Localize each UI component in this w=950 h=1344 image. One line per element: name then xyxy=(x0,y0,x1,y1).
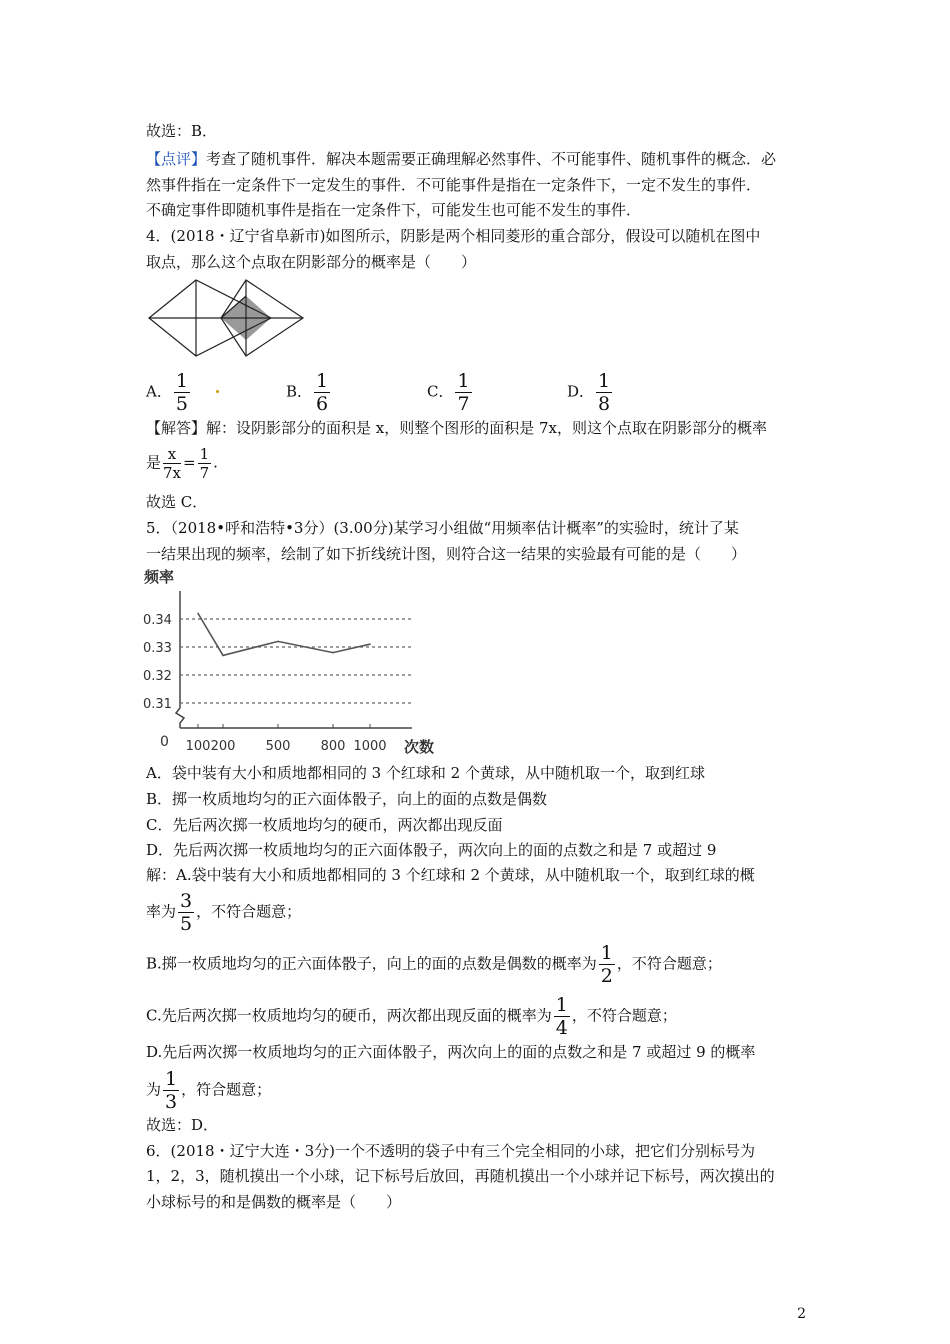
text: B.掷一枚质地均匀的正六面体骰子，向上的面的点数是偶数的概率为 xyxy=(146,954,597,973)
denominator: 8 xyxy=(598,393,611,415)
numerator: 1 xyxy=(165,1068,178,1090)
fraction xyxy=(163,1068,179,1113)
line-1: 故选：B． xyxy=(146,122,218,140)
option-b-fraction xyxy=(314,370,330,415)
question-4-line-1: 4．(2018・辽宁省阜新市)如图所示，阴影是两个相同菱形的重合部分，假设可以随机在图中 xyxy=(146,227,761,245)
q5-option-c: C．先后两次掷一枚质地均匀的硬币，两次都出现反面 xyxy=(146,816,503,834)
page-number: 2 xyxy=(797,1306,806,1322)
numerator: 1 xyxy=(555,994,568,1016)
rhombus-figure xyxy=(146,278,306,358)
fraction xyxy=(178,890,194,935)
y-zero-label: 0 xyxy=(160,734,169,750)
question-5-line-1: 5．（2018•呼和浩特•3分）(3.00分)某学习小组做“用频率估计概率”的实验时，统计了某 xyxy=(146,519,739,537)
question-5-line-2: 一结果出现的频率，绘制了如下折线统计图，则符合这一结果的实验最有可能的是（ ） xyxy=(146,545,747,563)
text: ，不符合题意； xyxy=(571,1006,677,1025)
x-tick-label: 800 xyxy=(320,739,346,754)
numerator: 1 xyxy=(598,370,611,392)
numerator: 1 xyxy=(316,370,329,392)
denominator: 4 xyxy=(555,1017,568,1039)
x-tick-label: 1000 xyxy=(353,739,387,754)
solution-5-d-line-2 xyxy=(146,1068,271,1113)
option-c-fraction xyxy=(455,370,471,415)
fraction xyxy=(198,445,212,482)
y-axis-label: 频率 xyxy=(144,568,175,586)
data-point xyxy=(197,613,199,615)
text: ，符合题意； xyxy=(181,1080,272,1099)
x-tick-label: 100 xyxy=(185,739,211,754)
numerator: 1 xyxy=(457,370,470,392)
question-4-line-2: 取点，那么这个点取在阴影部分的概率是（ ） xyxy=(146,253,477,271)
option-d-fraction xyxy=(596,370,612,415)
frequency-line xyxy=(198,613,370,655)
question-6-line-1: 6．(2018・辽宁大连・3分)一个不透明的袋子中有三个完全相同的小球，把它们分别标号为 xyxy=(146,1142,755,1160)
solution-5-c xyxy=(146,994,677,1039)
numerator: 1 xyxy=(199,445,210,463)
comment-line-1 xyxy=(146,149,776,169)
equals: = xyxy=(183,453,196,472)
numerator: 1 xyxy=(600,942,613,964)
comment-text: 考查了随机事件．解决本题需要正确理解必然事件、不可能事件、随机事件的概念．必 xyxy=(206,150,777,168)
solution-5-a-line-2 xyxy=(146,890,301,935)
denominator: 7 xyxy=(457,393,470,415)
q5-option-a: A．袋中装有大小和质地都相同的 3 个红球和 2 个黄球，从中随机取一个，取到红球 xyxy=(146,764,705,782)
answer-text: 解：设阴影部分的面积是 x，则整个图形的面积是 7x，则这个点取在阴影部分的概率 xyxy=(206,419,768,437)
comment-tag: 【点评】 xyxy=(146,150,207,168)
x-tick-label: 500 xyxy=(265,739,291,754)
data-point xyxy=(277,641,279,643)
answer-4-line-3: 故选 C． xyxy=(146,493,208,511)
denominator: 2 xyxy=(600,965,613,987)
x-axis-label: 次数 xyxy=(404,738,435,756)
text: ，不符合题意； xyxy=(196,902,302,921)
y-tick-label: 0.33 xyxy=(143,641,172,656)
text: 为 xyxy=(146,1080,162,1099)
q5-option-d: D．先后两次掷一枚质地均匀的正六面体骰子，两次向上的面的点数之和是 7 或超过 9 xyxy=(146,841,717,859)
solution-5-d-line-1: D.先后两次掷一枚质地均匀的正六面体骰子，两次向上的面的点数之和是 7 或超过 9 的概率 xyxy=(146,1043,756,1061)
text: . xyxy=(213,453,218,472)
option-a-label: A． xyxy=(146,382,172,401)
data-point xyxy=(332,652,334,654)
solution-5-end: 故选：D． xyxy=(146,1116,219,1134)
option-a xyxy=(146,370,192,415)
frequency-line-chart xyxy=(140,566,450,758)
answer-4-line-1 xyxy=(146,418,767,438)
y-tick-label: 0.32 xyxy=(143,669,172,684)
data-point xyxy=(369,643,371,645)
comment-line-3: 不确定事件即随机事件是指在一定条件下，可能发生也可能不发生的事件． xyxy=(146,201,642,219)
fraction xyxy=(554,994,570,1039)
denominator: 5 xyxy=(175,393,188,415)
denominator: 7 xyxy=(199,464,210,482)
option-c-label: C． xyxy=(427,382,454,401)
numerator: x xyxy=(163,445,181,464)
option-b-label: B． xyxy=(286,382,313,401)
option-d xyxy=(567,370,614,415)
solution-5-b xyxy=(146,942,722,987)
question-6-line-3: 小球标号的和是偶数的概率是（ ） xyxy=(146,1193,402,1211)
numerator: 3 xyxy=(180,890,193,912)
option-d-label: D． xyxy=(567,382,595,401)
option-b xyxy=(286,370,332,415)
fraction xyxy=(599,942,615,987)
denominator: 3 xyxy=(165,1091,178,1113)
fraction xyxy=(163,445,181,482)
text: ，不符合题意； xyxy=(616,954,722,973)
solution-5-a-line-1: 解：A.袋中装有大小和质地都相同的 3 个红球和 2 个黄球，从中随机取一个，取到红球的概 xyxy=(146,866,755,884)
stray-dot xyxy=(216,390,219,393)
answer-4-line-2 xyxy=(146,445,218,482)
y-tick-label: 0.34 xyxy=(143,613,172,628)
data-point xyxy=(222,655,224,657)
comment-line-2: 然事件指在一定条件下一定发生的事件．不可能事件是指在一定条件下，一定不发生的事件． xyxy=(146,176,762,194)
y-tick-label: 0.31 xyxy=(143,697,172,712)
denominator: 6 xyxy=(316,393,329,415)
option-a-fraction xyxy=(174,370,190,415)
denominator: 7x xyxy=(163,464,182,482)
text: 率为 xyxy=(146,902,177,921)
q5-option-b: B．掷一枚质地均匀的正六面体骰子，向上的面的点数是偶数 xyxy=(146,790,548,808)
text: 是 xyxy=(146,453,162,472)
y-axis-break xyxy=(176,708,184,728)
text: C.先后两次掷一枚质地均匀的硬币，两次都出现反面的概率为 xyxy=(146,1006,552,1025)
x-tick-label: 200 xyxy=(210,739,236,754)
option-c xyxy=(427,370,474,415)
answer-tag: 【解答】 xyxy=(146,419,207,437)
denominator: 5 xyxy=(180,913,193,935)
numerator: 1 xyxy=(175,370,188,392)
question-6-line-2: 1，2，3，随机摸出一个小球，记下标号后放回，再随机摸出一个小球并记下标号，两次摸出的 xyxy=(146,1167,775,1185)
